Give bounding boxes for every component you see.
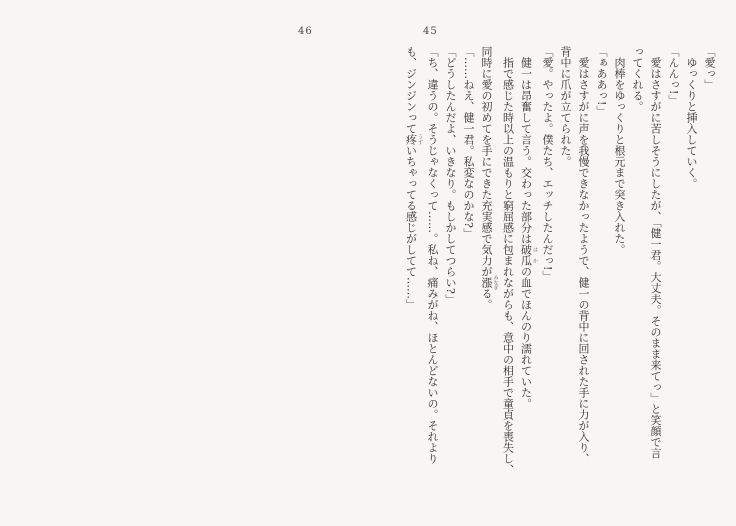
text-line: 「愛。やったよ。僕たち、エッチしたんだっ!」 (541, 46, 554, 282)
text-line: 背中に爪が立てられた。 (559, 46, 572, 167)
furigana-annotated-word: 疼 うず (404, 134, 423, 145)
text-line: 同時に愛の初めてを手にできた充実感で気力が漲 みなぎる。 (480, 46, 499, 310)
text-line: 「ち、違うの。そうじゃなくって……。私ね、痛みがね、ほとんどないの。それより (426, 46, 439, 464)
furigana-annotated-word: 破瓜 はか (519, 244, 538, 266)
text-line: 肉棒をゆっくりと根元まで突き入れた。 (613, 57, 626, 255)
text-line: 「どうしたんだよ、いきなり。もしかしてつらい?」 (444, 46, 457, 305)
text-line: 愛はさすがに苦しそうにしたが、「健一君。大丈夫。そのまま来てっ」と笑顔で言 (649, 57, 662, 459)
text-line: 愛はさすがに声を我慢できなかったようで、健一の背中に回された手に力が入り、 (577, 57, 590, 464)
text-line: 指で感じた時以上の温もりと窮屈感に包まれながらも、意中の相手で童貞を喪失し、 (501, 57, 515, 475)
text-line: 健一は昂奮して言う。交わった部分は破瓜 はかの血でほんのり濡れていた。 (519, 57, 538, 409)
page-45 (368, 0, 736, 526)
page-number-45: 45 (423, 26, 438, 37)
text-line: 「ぁああっ!」 (595, 46, 608, 117)
text-line: ゆっくりと挿入していく。 (685, 57, 698, 189)
page-45-text-block (402, 46, 719, 478)
text-line: 「……ねえ、健一君。私変なのかな?」 (462, 46, 475, 239)
page-number-46: 46 (298, 26, 313, 37)
text-line: ってくれる。 (631, 46, 644, 112)
text-line: 「愛っ」 (703, 46, 716, 90)
furigana-annotated-word: 漲 みなぎ (480, 275, 499, 290)
text-line: 「んんっ!」 (667, 46, 680, 106)
text-line: も、ジンジンって疼 うずいちゃってる感じがしてて……」 (404, 46, 423, 310)
